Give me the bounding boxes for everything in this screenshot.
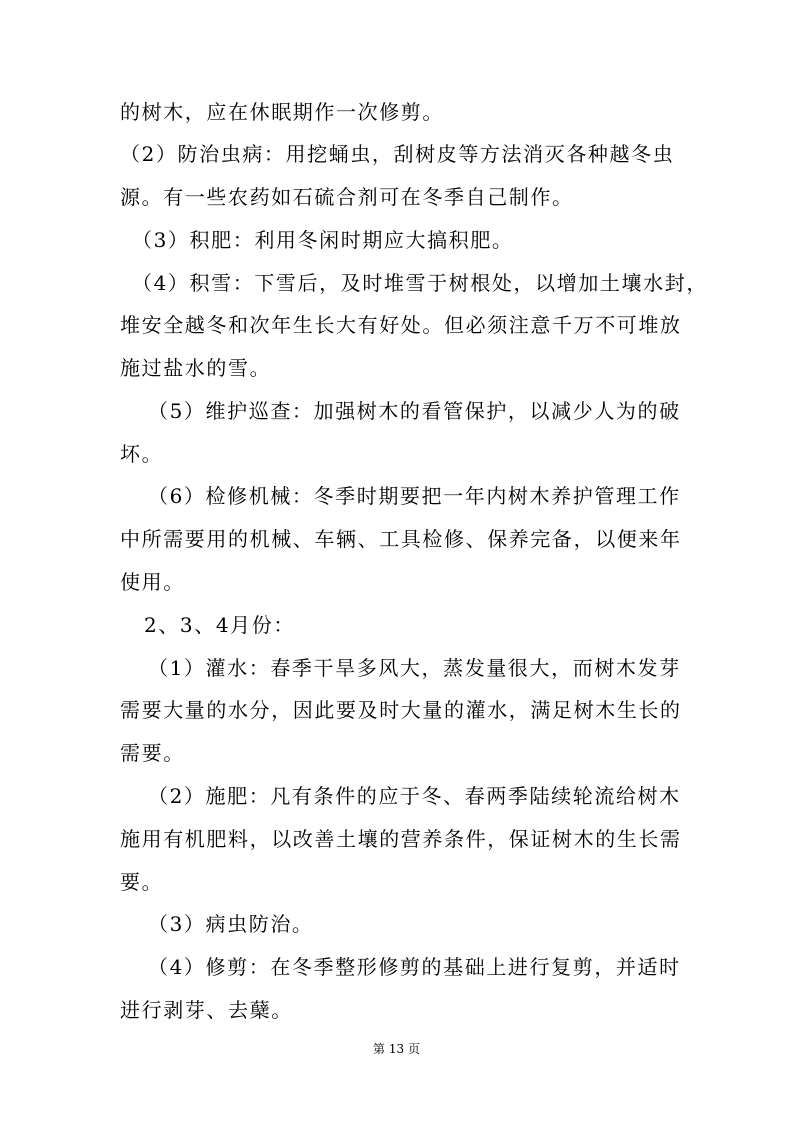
text-line: 堆安全越冬和次年生长大有好处。但必须注意千万不可堆放 — [120, 313, 682, 337]
text-line: （5）维护巡查：加强树木的看管保护，以减少人为的破 — [148, 399, 681, 423]
text-line: 要。 — [120, 870, 164, 894]
text-line: 使用。 — [120, 570, 185, 594]
text-line: 的树木，应在休眠期作一次修剪。 — [120, 100, 444, 124]
text-line: （6）检修机械：冬季时期要把一年内树木养护管理工作 — [148, 484, 681, 508]
text-line: 施用有机肥料，以改善土壤的营养条件，保证树木的生长需 — [120, 827, 682, 851]
text-line: （4）积雪：下雪后，及时堆雪于树根处，以增加土壤水封， — [132, 271, 708, 295]
text-line: （3）病虫防治。 — [148, 912, 314, 936]
text-line: 施过盐水的雪。 — [120, 356, 272, 380]
text-line: （2）防治虫病：用挖蛹虫，刮树皮等方法消灭各种越冬虫 — [120, 142, 675, 166]
text-line: （4）修剪：在冬季整形修剪的基础上进行复剪，并适时 — [148, 955, 681, 979]
text-line: 中所需要用的机械、车辆、工具检修、保养完备，以便来年 — [120, 527, 682, 551]
text-line: （1）灌水：春季干旱多风大，蒸发量很大，而树木发芽 — [148, 656, 681, 680]
page-number: 第 13 页 — [373, 1042, 420, 1056]
text-line: 坏。 — [120, 442, 164, 466]
text-line: 需要大量的水分，因此要及时大量的灌水，满足树木生长的 — [120, 698, 682, 722]
text-line: （3）积肥：利用冬闲时期应大搞积肥。 — [132, 228, 514, 252]
text-line: 需要。 — [120, 741, 185, 765]
section-heading: 2、3、4月份： — [144, 613, 295, 637]
text-line: 进行剥芽、去蘖。 — [120, 998, 293, 1022]
text-line: （2）施肥：凡有条件的应于冬、春两季陆续轮流给树木 — [148, 784, 681, 808]
text-line: 源。有一些农药如石硫合剂可在冬季自己制作。 — [120, 185, 574, 209]
